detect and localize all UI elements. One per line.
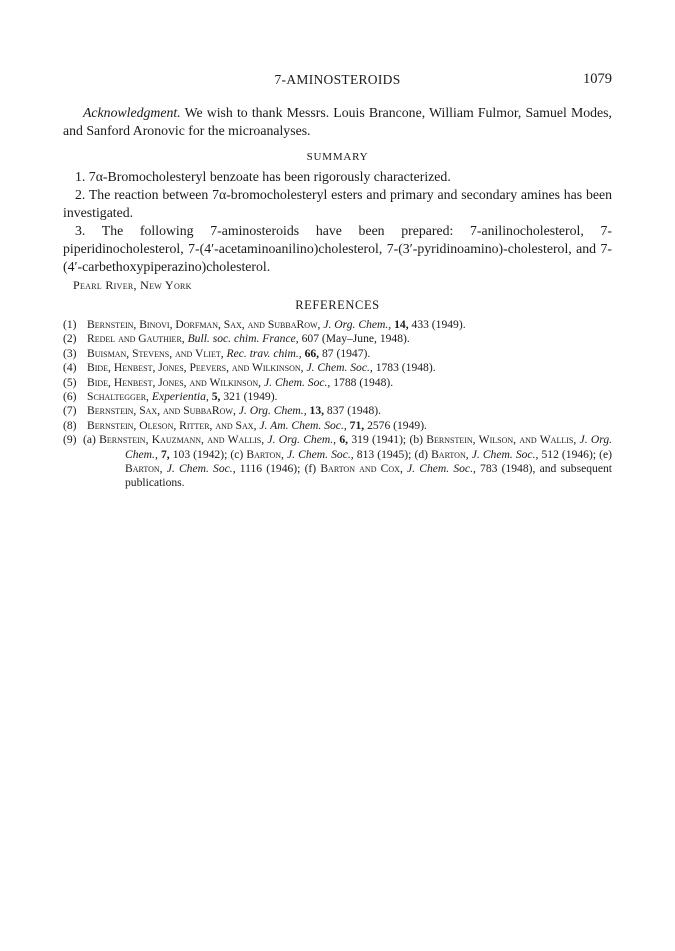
reference-item: (8) Bernstein, Oleson, Ritter, and Sax, J. Am. Chem. Soc., 71, 2576 (1949). xyxy=(63,418,427,432)
running-head-title: 7-AMINOSTEROIDS xyxy=(274,72,401,87)
author-address: Pearl River, New York xyxy=(73,278,192,292)
summary-heading: SUMMARY xyxy=(306,151,369,163)
reference-item: (7) Bernstein, Sax, and SubbaRow, J. Org. Chem., 13, 837 (1948). xyxy=(63,404,382,418)
references-heading: REFERENCES xyxy=(295,298,380,312)
reference-item: (9) (a) Bernstein, Kauzmann, and Wallis, J. Org. Chem., 6, 319 (1941); (b) Bernstein, Wilson, and Wallis, J. Org. Chem., 7, 103 (1942); (c) Barton, J. Chem. Soc., 813 (1945); (d) Barton, J. Chem. Soc., 512 (1946); (e) Barton, J. Chem. Soc., 1116 (1946); (f) Barton and Cox, J. Chem. Soc., 783 (1948), and subsequent publications. xyxy=(63,433,613,490)
summary-item-2: 2. The reaction between 7α-bromocholesteryl esters and primary and secondary amines has been investigated. xyxy=(63,187,612,220)
page-number: 1079 xyxy=(583,71,612,87)
reference-item: (4) Bide, Henbest, Jones, Peevers, and Wilkinson, J. Chem. Soc., 1783 (1948). xyxy=(63,361,436,375)
reference-item: (5) Bide, Henbest, Jones, and Wilkinson, J. Chem. Soc., 1788 (1948). xyxy=(63,375,394,389)
summary-item-1: 1. 7α-Bromocholesteryl benzoate has been rigorously characterized. xyxy=(75,169,451,184)
acknowledgment-paragraph xyxy=(63,104,612,140)
acknowledgment-label: Acknowledgment. xyxy=(83,105,181,120)
reference-item: (2) Redel and Gauthier, Bull. soc. chim. France, 607 (May–June, 1948). xyxy=(63,332,410,346)
acknowledgment-text: We wish to thank Messrs. Louis Brancone, William Fulmor, Samuel Modes, and Sanford Aronovic for the microanalyses. xyxy=(63,105,612,138)
summary-item-3: 3. The following 7-aminosteroids have been prepared: 7-anilinocholesterol, 7-piperidinocholesterol, 7-(4′-acetaminoanilino)cholesterol, 7-(3′-pyridinoamino)-cholesterol, and 7-(4′-carbethoxypiperazino)cholesterol. xyxy=(63,223,612,274)
references-list xyxy=(63,318,612,491)
reference-item: (3) Buisman, Stevens, and Vliet, Rec. trav. chim., 66, 87 (1947). xyxy=(63,346,371,360)
running-head xyxy=(63,72,612,92)
reference-item: (6) Schaltegger, Experientia, 5, 321 (1949). xyxy=(63,390,278,404)
reference-item: (1) Bernstein, Binovi, Dorfman, Sax, and SubbaRow, J. Org. Chem., 14, 433 (1949). xyxy=(63,318,466,331)
